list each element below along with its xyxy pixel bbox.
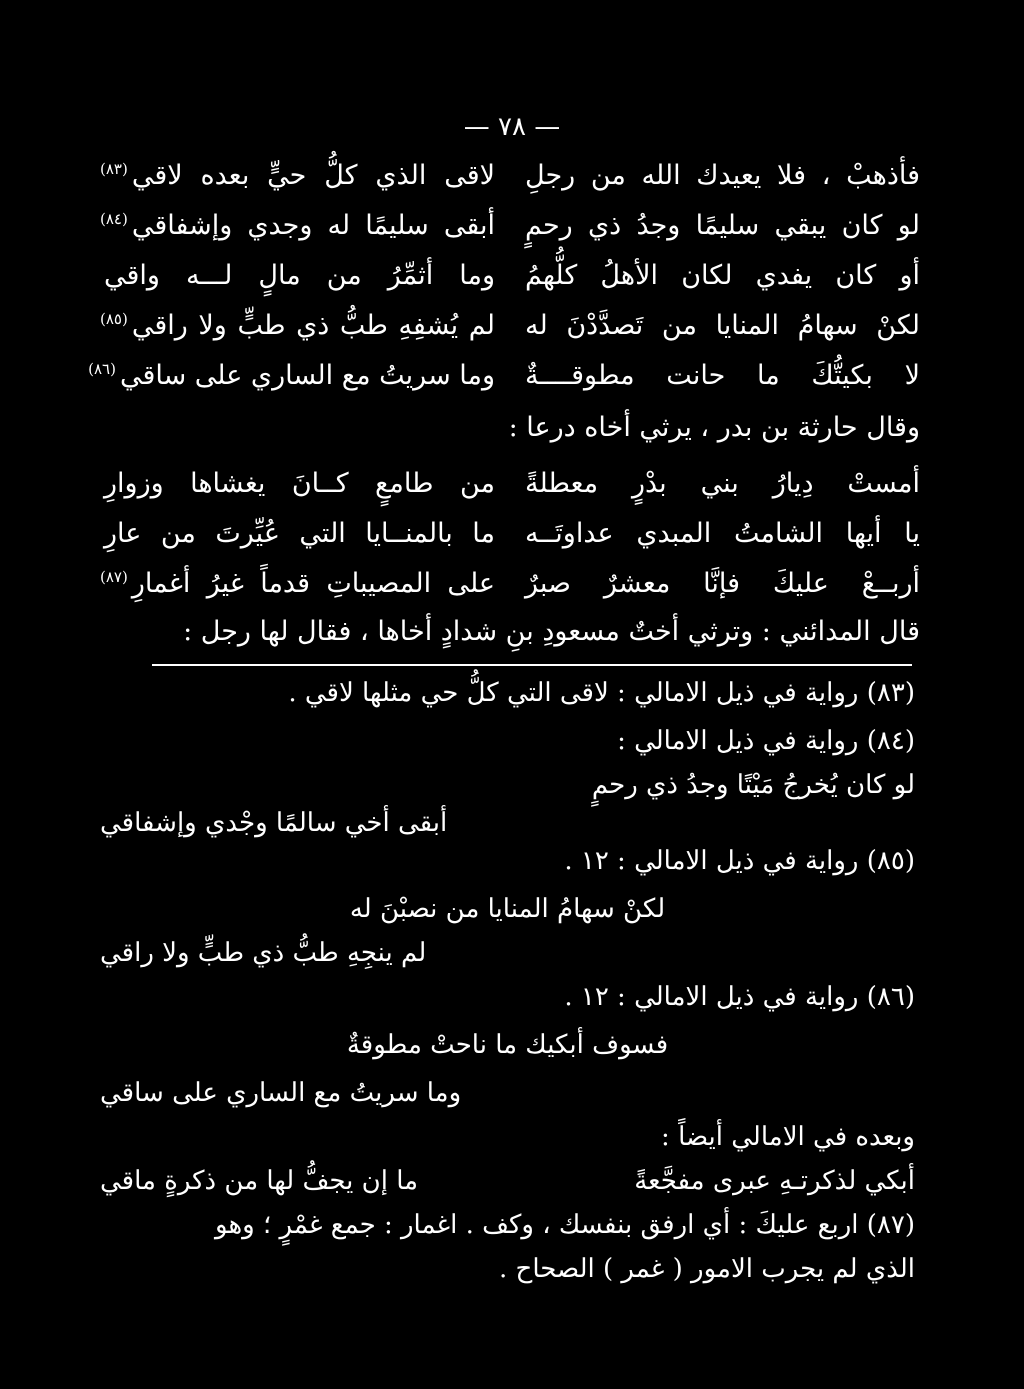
footnote-divider: [152, 664, 912, 666]
poem-block-2: [100, 458, 920, 608]
verse-right-hemistich: أربــعْ عليكَ فإنَّا معشرٌ صبرٌ: [525, 567, 920, 599]
verse-left-hemistich: [100, 210, 495, 241]
narrative-line: وقال حارثة بن بدر ، يرثي أخاه درعا :: [508, 412, 920, 443]
footnote: (٨٦) رواية في ذيل الامالي : ١٢ .: [564, 982, 915, 1012]
verse-left-hemistich: [100, 260, 495, 291]
footnote-ref: (٨٦): [88, 359, 116, 378]
verse-left-text: ما بالمنــايا التي عُيِّرتَ من عارِ: [104, 517, 495, 549]
verse-left-text: وما سريتُ مع الساري على ساقي: [119, 359, 495, 391]
verse-left-hemistich: [100, 160, 495, 191]
footnote: وبعده في الامالي أيضاً :: [661, 1122, 915, 1152]
verse: [100, 200, 920, 250]
verse-left-hemistich: [88, 359, 495, 391]
verse: [88, 350, 920, 400]
footnote-verse: وما سريتُ مع الساري على ساقي: [100, 1078, 462, 1108]
footnote-verse: فسوف أبكيك ما ناحتْ مطوقةٌ: [346, 1030, 669, 1060]
footnote-verse: أبكي لذكرتـهِ عبرى مفجَّعةً: [634, 1166, 915, 1196]
footnote-verse: لكنْ سهامُ المنايا من نصبْنَ له: [349, 894, 666, 924]
verse-right-hemistich: أمستْ دِيارُ بني بدْرٍ معطلةً: [525, 467, 920, 499]
footnote: (٨٧) اربع عليكَ : أي ارفق بنفسك ، وكف . اغمار : جمع غمْرٍ ؛ وهو: [215, 1210, 915, 1240]
footnote: (٨٥) رواية في ذيل الامالي : ١٢ .: [564, 846, 915, 876]
page-number: — ٧٨ —: [463, 112, 561, 142]
footnote-ref: (٨٧): [100, 567, 128, 586]
verse-left-text: وما أثمِّرُ من مالٍ لـــه واقي: [104, 259, 495, 291]
footnote-ref: (٨٥): [100, 309, 128, 328]
footnote: الذي لم يجرب الامور ( غمر ) الصحاح .: [499, 1254, 915, 1284]
verse: [100, 300, 920, 350]
footnote-ref: (٨٣): [100, 159, 128, 178]
verse: [100, 458, 920, 508]
footnote-verse: لم ينجِهِ طبُّ ذي طبٍّ ولا راقي: [100, 938, 427, 968]
verse: [100, 250, 920, 300]
verse-right-hemistich: لو كان يبقي سليمًا وجدُ ذي رحمٍ: [525, 209, 920, 241]
verse-left-hemistich: [100, 310, 495, 341]
footnote-verse: لو كان يُخرجُ مَيْتًا وجدُ ذي رحمٍ: [591, 770, 915, 800]
footnote: (٨٣) رواية في ذيل الامالي : لاقى التي كلُّ حي مثلها لاقي .: [288, 678, 915, 708]
footnote-verse: ما إن يجفُّ لها من ذكرةٍ ماقي: [100, 1166, 419, 1196]
verse-left-text: على المصيباتِ قدماً غيرُ أغمارِ: [131, 567, 495, 599]
verse-right-hemistich: لكنْ سهامُ المنايا من تَصدَّدْنَ له: [525, 309, 920, 341]
verse-left-text: لم يُشفِهِ طبُّ ذي طبٍّ ولا راقي: [131, 309, 495, 341]
narrative-line-2: قال المدائني : وترثي أختٌ مسعودِ بنِ شدادٍ أخاها ، فقال لها رجل :: [183, 616, 920, 647]
footnote-ref: (٨٤): [100, 209, 128, 228]
footnote: (٨٤) رواية في ذيل الامالي :: [617, 726, 915, 756]
verse-left-text: لاقى الذي كلُّ حيٍّ بعده لاقي: [131, 159, 495, 191]
verse-left-hemistich: [100, 518, 495, 549]
verse-left-hemistich: [100, 568, 495, 599]
footnote-verse: أبقى أخي سالمًا وجْدي وإشفاقي: [100, 808, 448, 838]
poem-block: [88, 150, 920, 400]
verse-right-hemistich: فأذهبْ ، فلا يعيدك الله من رجلِ: [525, 159, 920, 191]
verse-right-hemistich: يا أيها الشامتُ المبدي عداوتَــه: [525, 517, 920, 549]
verse-left-text: أبقى سليمًا له وجدي وإشفاقي: [131, 209, 495, 241]
verse-right-hemistich: أو كان يفدي لكان الأهلُ كلُّهمُ: [525, 259, 920, 291]
verse: [100, 508, 920, 558]
verse: [100, 150, 920, 200]
verse: [100, 558, 920, 608]
verse-right-hemistich: لا بكيتُّكَ ما حانت مطوقــــةٌ: [525, 359, 920, 391]
verse-left-hemistich: [100, 468, 495, 499]
verse-left-text: من طامعٍ كــانَ يغشاها وزوارِ: [104, 467, 495, 499]
